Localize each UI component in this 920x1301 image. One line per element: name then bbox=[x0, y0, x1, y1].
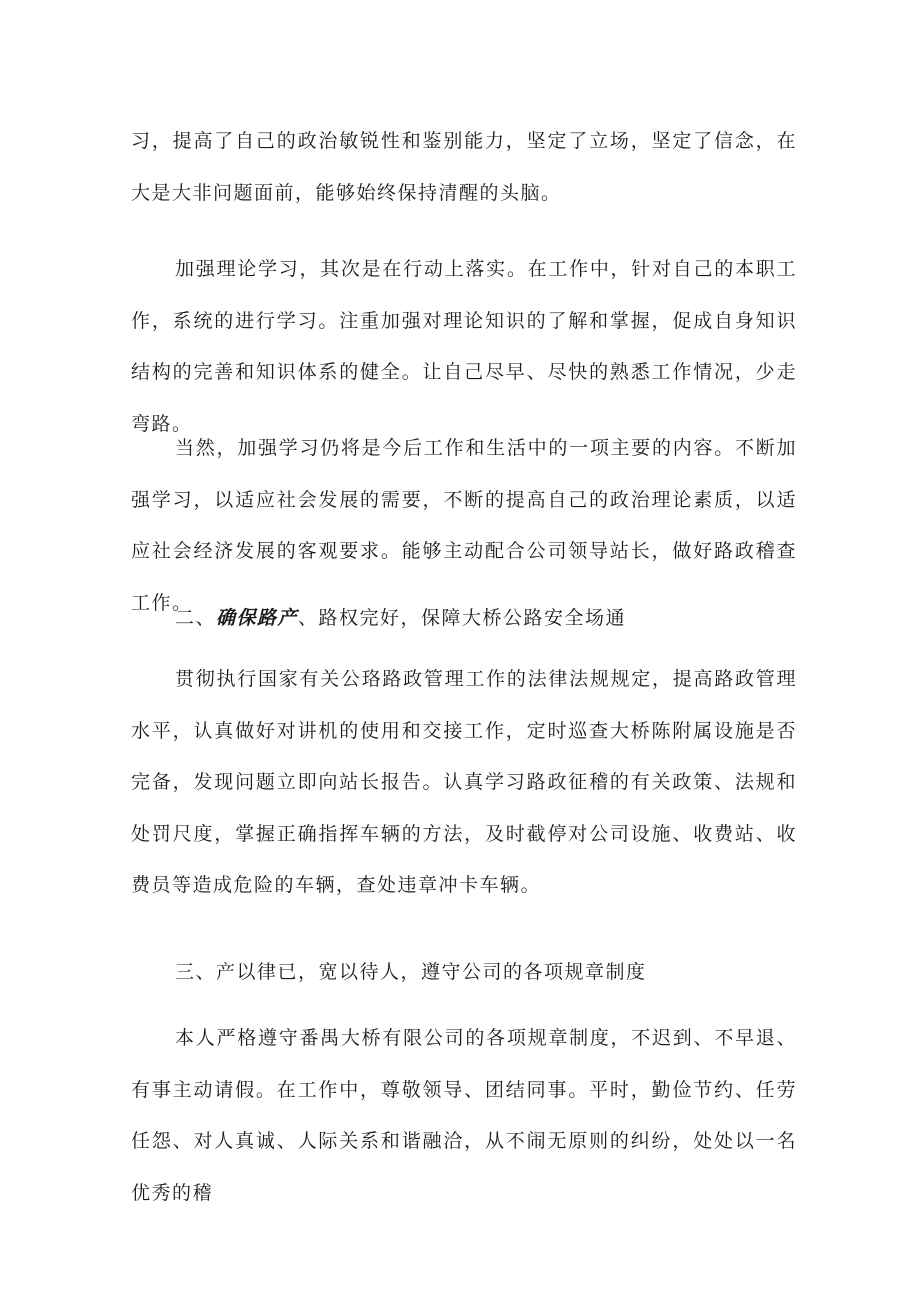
section-heading-3: 三、产以律已，宽以待人，遵守公司的各项规章制度 bbox=[175, 961, 647, 983]
section-heading-2 bbox=[175, 606, 626, 630]
section-heading-2-number: 二、 bbox=[175, 607, 217, 629]
paragraph-2: 加强理论学习，其次是在行动上落实。在工作中，针对自己的本职工作，系统的进行学习。注重加强对理论知识的了解和掌握，促成自身知识结构的完善和知识体系的健全。让自己尽早、尽快的熟悉工作情况，少走弯路。 bbox=[131, 258, 797, 435]
paragraph-1: 习，提高了自己的政治敏锐性和鉴别能力，坚定了立场，坚定了信念，在大是大非问题面前，能够始终保持清醒的头脑。 bbox=[131, 130, 797, 204]
section-heading-2-emphasis: 确保路产 bbox=[216, 607, 299, 629]
section-heading-2-text: 、路权完好，保障大桥公路安全场通 bbox=[298, 607, 627, 629]
paragraph-3: 当然，加强学习仍将是今后工作和生活中的一项主要的内容。不断加强学习，以适应社会发展的需要，不断的提高自己的政治理论素质，以适应社会经济发展的客观要求。能够主动配合公司领导站长，做好路政稽查工作。 bbox=[131, 437, 797, 614]
paragraph-5: 本人严格遵守番禺大桥有限公司的各项规章制度，不迟到、不早退、有事主动请假。在工作中，尊敬领导、团结同事。平时，勤俭节约、任劳任怨、对人真诚、人际关系和谐融洽，从不闹无原则的纠纷，处处以一名优秀的稽 bbox=[131, 1027, 797, 1204]
paragraph-4: 贯彻执行国家有关公珞路政管理工作的法律法规规定，提高路政管理水平，认真做好对讲机的使用和交接工作，定时巡查大桥陈附属设施是否完备，发现问题立即向站长报告。认真学习路政征稽的有关政策、法规和处罚尺度，掌握正确指挥车辆的方法，及时截停对公司设施、收费站、收费员等造成危险的车辆，查处违章冲卡车辆。 bbox=[131, 668, 797, 896]
